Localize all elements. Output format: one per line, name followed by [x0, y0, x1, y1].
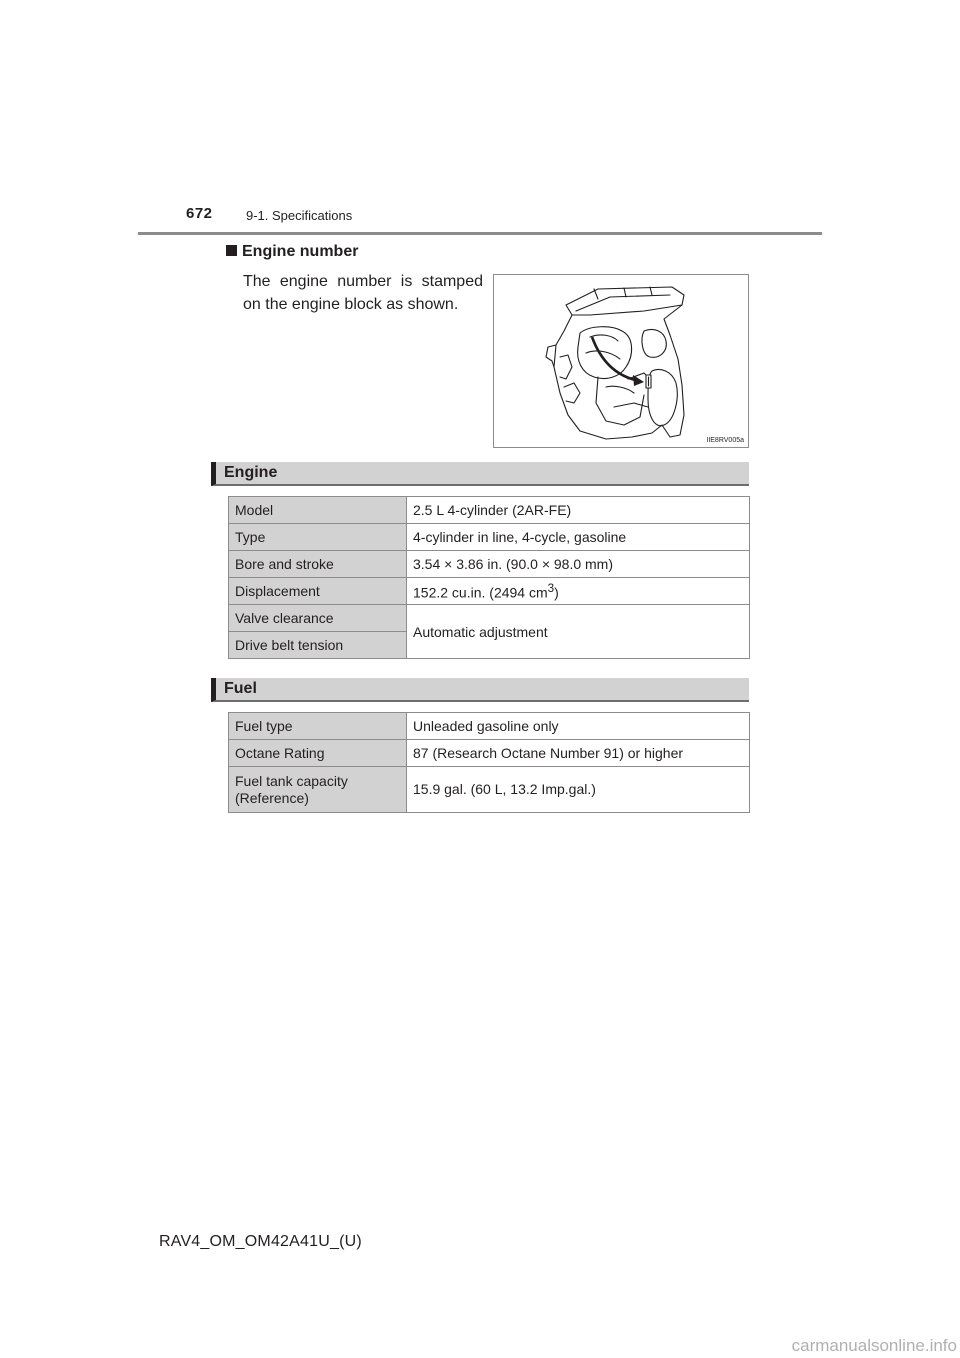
figure-code: IIE8RV005a: [706, 437, 744, 444]
engine-number-heading: [226, 243, 358, 261]
header-divider: [138, 232, 822, 235]
table-row: [229, 497, 750, 524]
spec-key: Octane Rating: [229, 740, 407, 767]
spec-key: Fuel type: [229, 713, 407, 740]
displacement-value: 152.2 cu.in. (2494 cm: [413, 584, 548, 601]
engine-spec-table: [228, 496, 750, 659]
square-bullet-icon: [226, 245, 237, 256]
engine-block-figure: [493, 274, 749, 448]
spec-value: 15.9 gal. (60 L, 13.2 Imp.gal.): [407, 767, 750, 813]
engine-block-illustration: [494, 275, 750, 449]
table-row: [229, 767, 750, 813]
table-row: [229, 605, 750, 632]
spec-value: Unleaded gasoline only: [407, 713, 750, 740]
spec-key: Drive belt tension: [229, 632, 407, 659]
page-number: 672: [186, 205, 213, 222]
spec-value: 3.54 × 3.86 in. (90.0 × 98.0 mm): [407, 551, 750, 578]
spec-key-line2: (Reference): [235, 789, 309, 806]
spec-value: [407, 578, 750, 605]
engine-number-heading-text: Engine number: [242, 243, 359, 260]
spec-key: Type: [229, 524, 407, 551]
document-code: RAV4_OM_OM42A41U_(U): [159, 1233, 362, 1250]
table-row: [229, 713, 750, 740]
spec-key: [229, 767, 407, 813]
closing-paren: ): [554, 584, 559, 601]
spec-key: Model: [229, 497, 407, 524]
spec-key-line1: Fuel tank capacity: [235, 772, 348, 789]
spec-value: Automatic adjustment: [407, 605, 750, 659]
spec-key: Bore and stroke: [229, 551, 407, 578]
table-row: [229, 578, 750, 605]
table-row: [229, 740, 750, 767]
spec-key: Valve clearance: [229, 605, 407, 632]
section-reference: 9-1. Specifications: [246, 208, 353, 223]
table-row: [229, 551, 750, 578]
superscript-3: 3: [547, 581, 555, 595]
engine-number-description: The engine number is stamped on the engine block as shown.: [243, 273, 483, 313]
engine-section-title: Engine: [224, 464, 278, 481]
spec-key: Displacement: [229, 578, 407, 605]
table-row: [229, 524, 750, 551]
spec-value: 4-cylinder in line, 4-cycle, gasoline: [407, 524, 750, 551]
fuel-spec-table: [228, 712, 750, 813]
fuel-section-header: [211, 678, 749, 702]
watermark[interactable]: carmanualsonline.info: [791, 1336, 957, 1355]
spec-value: 87 (Research Octane Number 91) or higher: [407, 740, 750, 767]
engine-section-header: [211, 462, 749, 486]
spec-value: 2.5 L 4-cylinder (2AR-FE): [407, 497, 750, 524]
fuel-section-title: Fuel: [224, 680, 257, 697]
